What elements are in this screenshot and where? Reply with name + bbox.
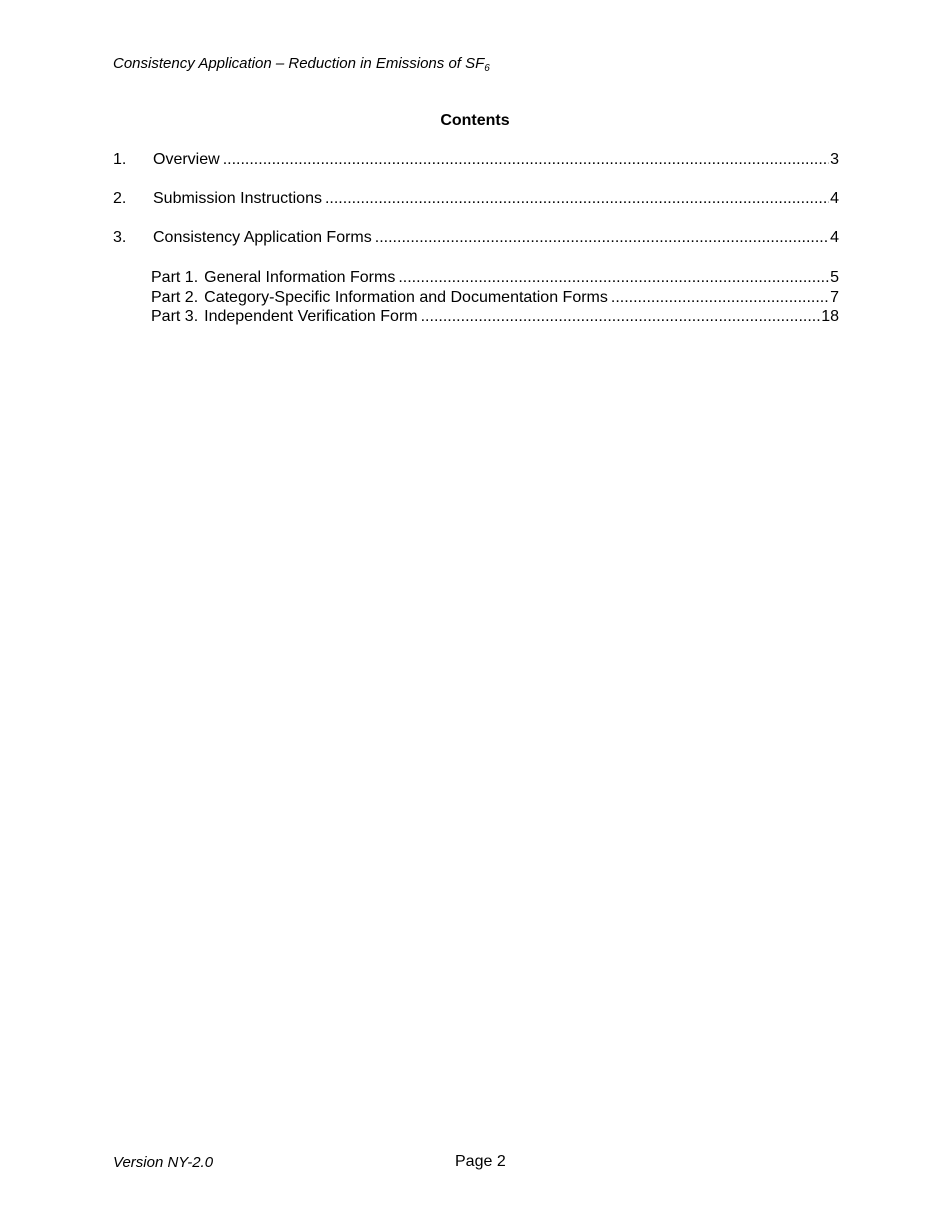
header-title: Consistency Application – Reduction in Emissions of SF (113, 55, 485, 72)
toc-dot-leader (223, 150, 829, 170)
footer-page-number: Page 2 (455, 1153, 506, 1170)
toc-subentry-label: Category-Specific Information and Documentation Forms (204, 289, 608, 306)
toc-entry-label: Submission Instructions (153, 190, 322, 207)
toc-entry-label: Consistency Application Forms (153, 229, 372, 246)
toc-subentry-part-3[interactable] (151, 307, 839, 327)
toc-entry-number: 1. (113, 151, 127, 168)
toc-dot-leader (325, 189, 829, 209)
toc-subentry-part: Part 1. (151, 269, 199, 286)
toc-entry-submission-instructions[interactable] (113, 189, 839, 209)
toc-subentry-part: Part 3. (151, 308, 199, 325)
toc-subentry-page: 18 (821, 308, 839, 325)
toc-subentry-part-2[interactable] (151, 288, 839, 308)
header-subscript: 6 (484, 63, 490, 74)
toc-entry-overview[interactable] (113, 150, 839, 170)
toc-dot-leader (398, 268, 829, 288)
toc-subentry-label: General Information Forms (204, 269, 396, 286)
toc-entry-page: 4 (830, 190, 839, 207)
toc-entry-page: 3 (830, 151, 839, 168)
toc-subentry-label: Independent Verification Form (204, 308, 418, 325)
toc-dot-leader (421, 307, 821, 327)
toc-subentry-part-1[interactable] (151, 268, 839, 288)
toc-entry-consistency-application-forms[interactable] (113, 228, 839, 248)
toc-entry-page: 4 (830, 229, 839, 246)
toc-entry-number: 3. (113, 229, 127, 246)
running-header (113, 55, 490, 72)
toc-subentry-page: 7 (830, 289, 839, 306)
toc-subentry-part: Part 2. (151, 289, 199, 306)
toc-entry-label: Overview (153, 151, 220, 168)
toc-dot-leader (375, 228, 829, 248)
footer-version: Version NY-2.0 (113, 1154, 214, 1171)
toc-title: Contents (440, 112, 510, 129)
toc-subentry-page: 5 (830, 269, 839, 286)
toc-entry-number: 2. (113, 190, 127, 207)
toc-dot-leader (611, 288, 829, 308)
